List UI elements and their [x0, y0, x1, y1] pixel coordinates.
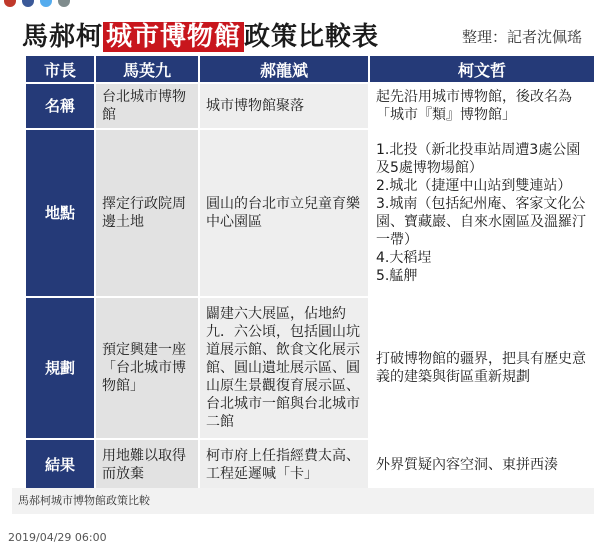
table-row: [25, 129, 595, 297]
cell-ko: 外界質疑內容空洞、東拼西湊: [369, 439, 595, 491]
share-icon[interactable]: [58, 0, 70, 7]
cell-hau: 圓山的台北市立兒童育樂中心園區: [199, 129, 369, 297]
list-item: 3.城南（包括紀州庵、客家文化公園、寶藏巖、自來水園區及溫羅汀一帶）: [376, 196, 586, 248]
cell-hau: 柯市府上任指經費太高、工程延遲喊「卡」: [199, 439, 369, 491]
row-label: 結果: [25, 439, 95, 491]
list-item: 4.大稻埕: [376, 250, 432, 266]
table-row: [25, 439, 595, 491]
cell-ma: 擇定行政院周邊土地: [95, 129, 199, 297]
timestamp: 2019/04/29 06:00: [8, 531, 107, 544]
share-icon[interactable]: [4, 0, 16, 7]
list-item: 1.北投（新北投車站周遭3處公園及5處博物場館）: [376, 142, 581, 176]
table-row: [25, 83, 595, 129]
share-icons: [4, 0, 70, 8]
cell-hau: 城市博物館聚落: [199, 83, 369, 129]
comparison-table: [24, 54, 596, 492]
cell-ko: [369, 129, 595, 297]
row-label: 名稱: [25, 83, 95, 129]
cell-ma: 台北城市博物館: [95, 83, 199, 129]
title-bar: [12, 10, 594, 56]
header-hau: 郝龍斌: [199, 55, 369, 83]
share-icon[interactable]: [40, 0, 52, 7]
header-ma: 馬英九: [95, 55, 199, 83]
page-title: [22, 16, 379, 53]
row-label: 規劃: [25, 297, 95, 439]
cell-ko: 起先沿用城市博物館，後改名為「城市『類』博物館」: [369, 83, 595, 129]
title-highlight: 城市博物館: [103, 22, 244, 52]
infographic: [12, 10, 594, 488]
list-item: 2.城北（捷運中山站到雙連站）: [376, 178, 572, 194]
cell-hau: 闢建六大展區，佔地約九．六公頃，包括圓山坑道展示館、飲食文化展示館、圓山遺址展示區、圓山原生景觀復育展示區、台北城市一館與台北城市二館: [199, 297, 369, 439]
cell-ma: 預定興建一座「台北城市博物館」: [95, 297, 199, 439]
header-mayor: 市長: [25, 55, 95, 83]
title-prefix: 馬郝柯: [22, 22, 104, 52]
header-ko: 柯文哲: [369, 55, 595, 83]
share-icon[interactable]: [22, 0, 34, 7]
table-row: [25, 297, 595, 439]
credit: 整理：記者沈佩瑤: [461, 28, 582, 46]
title-suffix: 政策比較表: [244, 22, 380, 52]
header-row: [25, 55, 595, 83]
image-caption: 馬郝柯城市博物館政策比較: [12, 488, 594, 514]
row-label: 地點: [25, 129, 95, 297]
cell-ko: 打破博物館的疆界，把具有歷史意義的建築與街區重新規劃: [369, 297, 595, 439]
list-item: 5.艋舺: [376, 268, 418, 284]
cell-ma: 用地難以取得而放棄: [95, 439, 199, 491]
